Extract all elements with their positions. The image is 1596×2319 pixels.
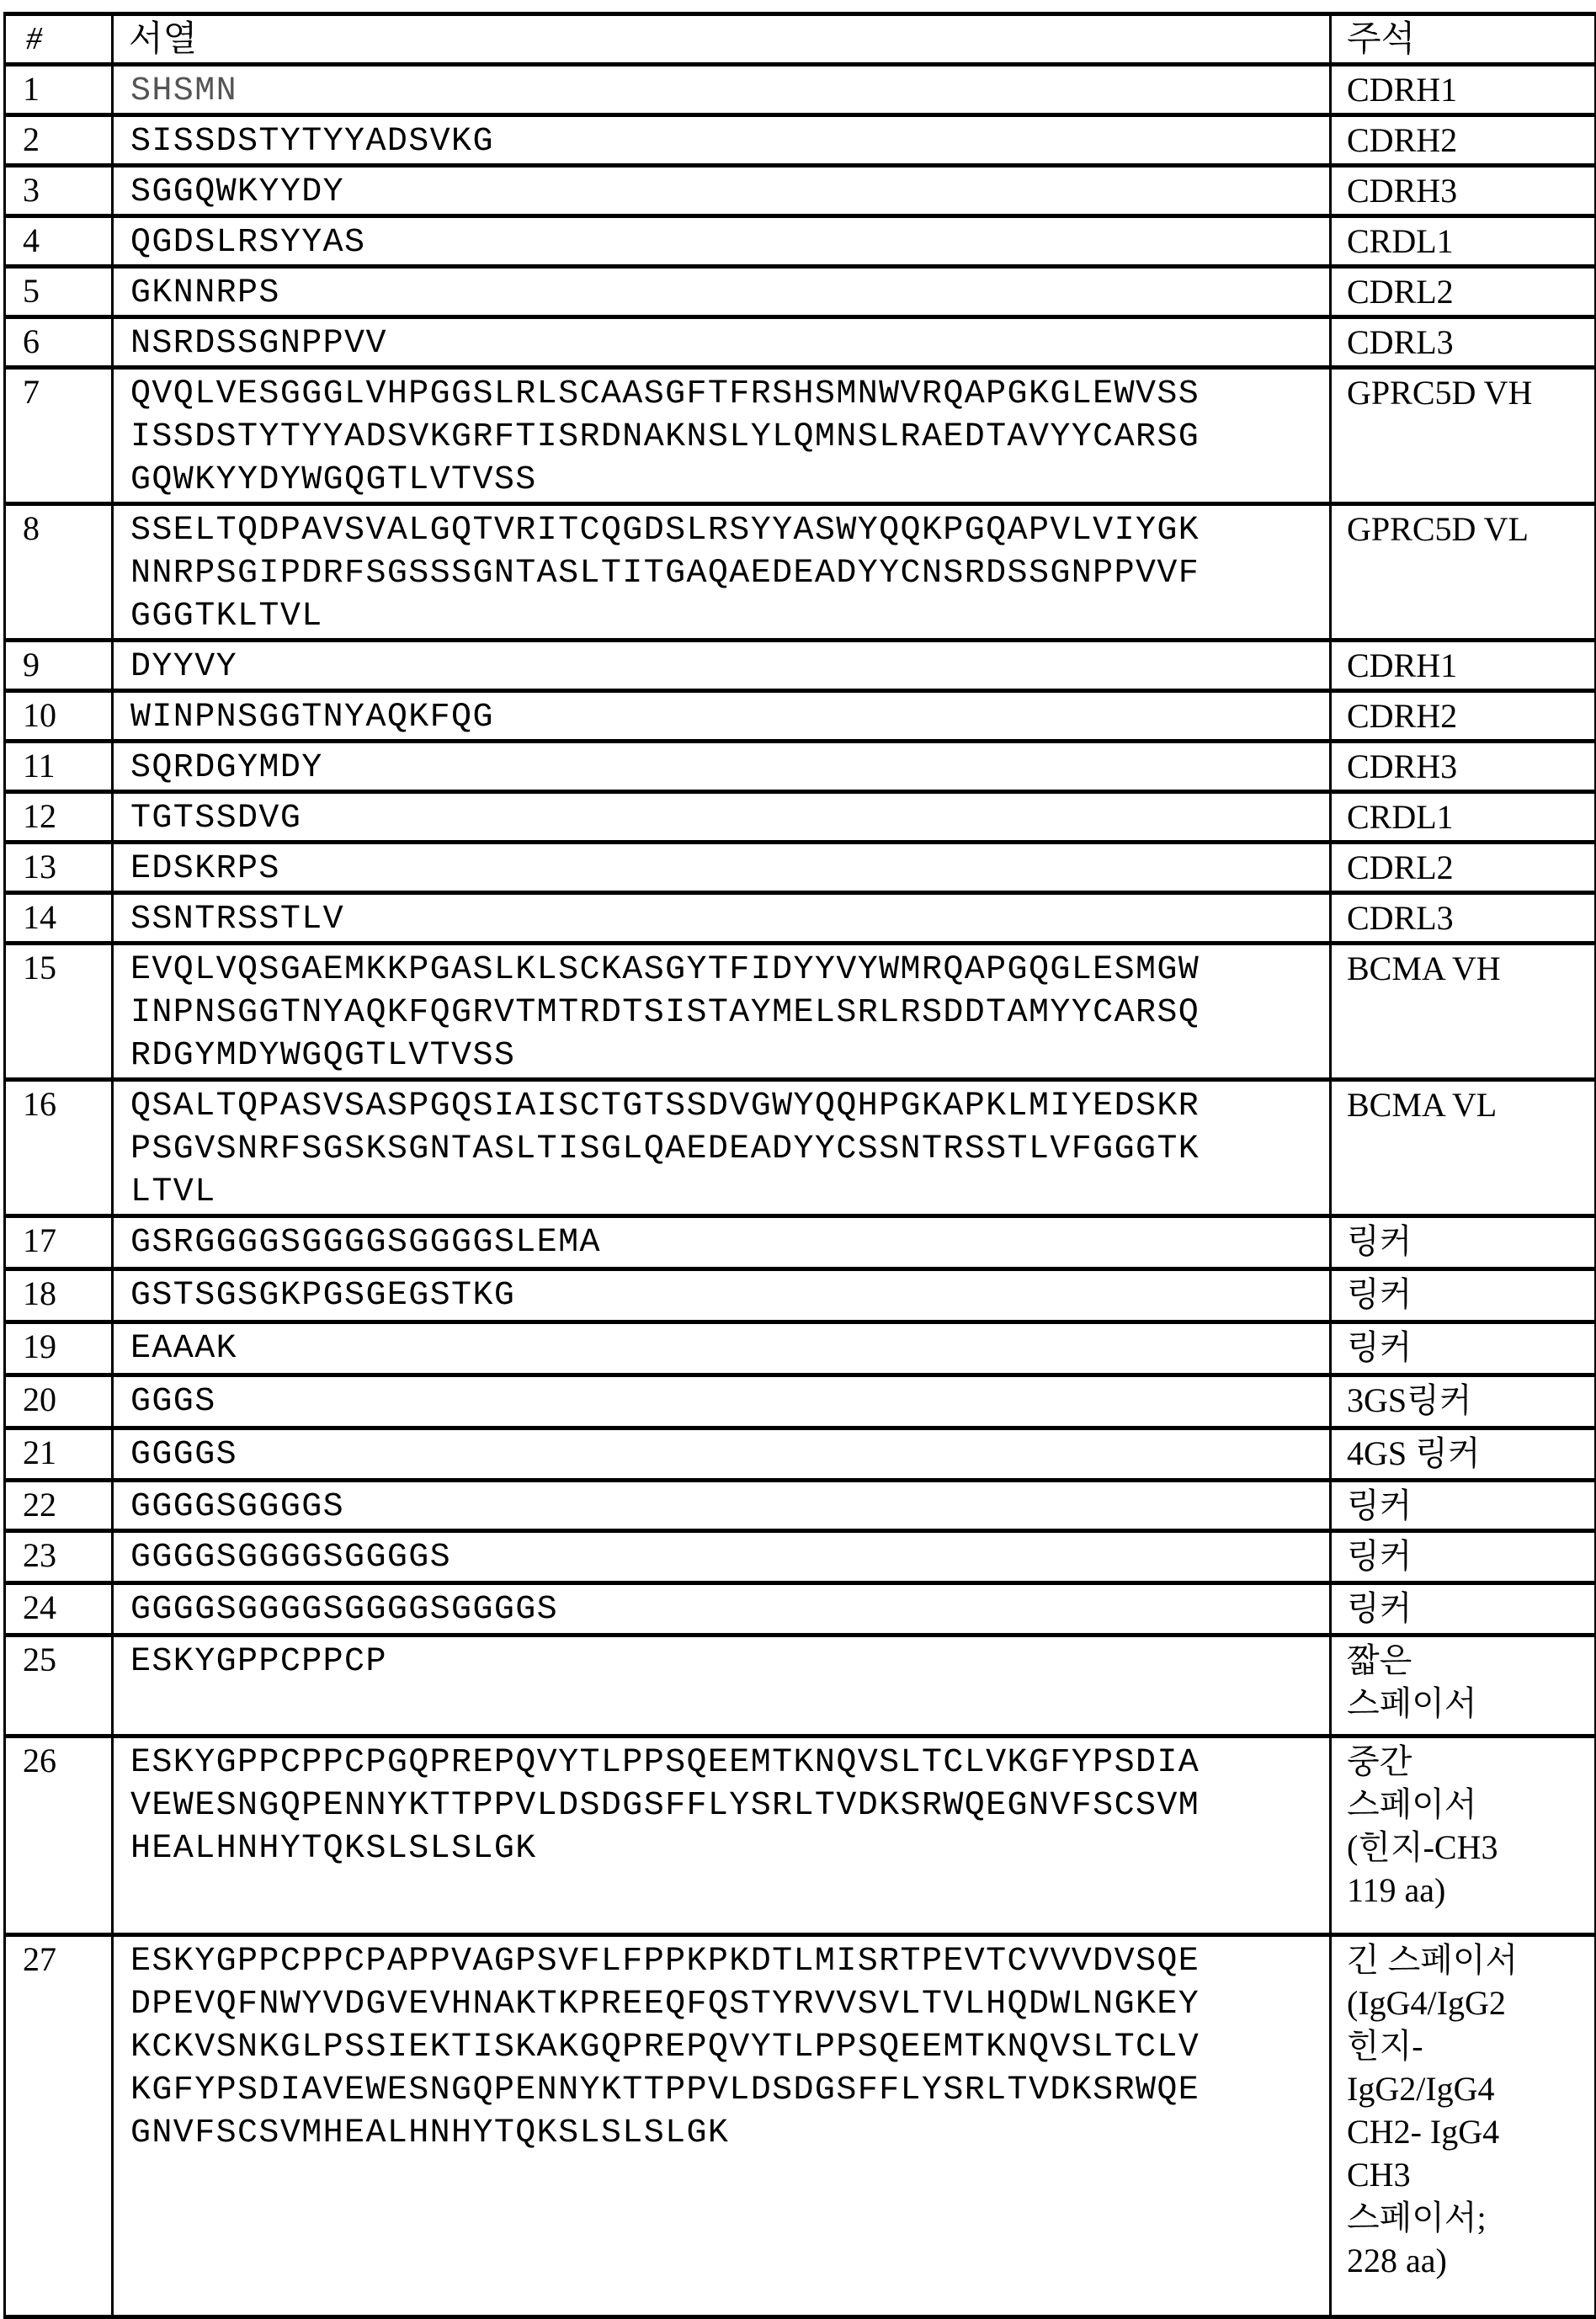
row-annotation: 3GS링커: [1347, 1381, 1472, 1419]
row-sequence-cell: [113, 216, 1331, 267]
row-annotation: 링커: [1347, 1275, 1412, 1313]
row-sequence-cell: [113, 166, 1331, 216]
row-sequence-cell: [113, 1583, 1331, 1636]
row-annotation-cell: [1331, 1428, 1596, 1481]
row-annotation: 짧은 스페이서: [1347, 1641, 1477, 1722]
row-number: 4: [23, 221, 40, 259]
row-annotation: CDRH3: [1347, 747, 1458, 785]
table-row: [5, 504, 1596, 641]
row-number-cell: [5, 368, 113, 504]
row-sequence: NSRDSSGNPPVV: [130, 325, 387, 363]
row-annotation-cell: [1331, 792, 1596, 843]
row-number-cell: [5, 166, 113, 216]
row-sequence: GGGGSGGGGS: [130, 1488, 345, 1526]
header-sequence-label: 서열: [129, 18, 198, 59]
row-annotation-cell: [1331, 216, 1596, 267]
header-number-label: #: [26, 21, 42, 56]
row-number: 9: [23, 646, 40, 683]
table-row: [5, 216, 1596, 267]
row-annotation: 4GS 링커: [1347, 1434, 1481, 1472]
row-sequence-cell: [113, 115, 1331, 166]
row-number: 1: [23, 70, 40, 108]
row-number: 13: [23, 848, 56, 886]
row-annotation: CDRL2: [1347, 273, 1454, 311]
row-number-cell: [5, 1269, 113, 1322]
row-sequence-cell: [113, 65, 1331, 115]
row-number: 7: [23, 373, 40, 411]
table-row: [5, 691, 1596, 742]
row-number: 25: [23, 1641, 56, 1678]
row-annotation-cell: [1331, 1583, 1596, 1636]
row-sequence-cell: [113, 1216, 1331, 1269]
row-sequence: GSRGGGGSGGGGSGGGGSLEMA: [130, 1224, 601, 1262]
row-sequence: SQRDGYMDY: [130, 749, 323, 787]
row-number-cell: [5, 792, 113, 843]
row-sequence: QVQLVESGGGLVHPGGSLRLSCAASGFTFRSHSMNWVRQAPGKGLEWVSS ISSDSTYTYYADSVKGRFTISRDNAKNSLYLQMNSLRAEDTAVYYCARSG GQWKYYDYWGQGTLVTVSS: [130, 375, 1200, 499]
row-sequence: EVQLVQSGAEMKKPGASLKLSCKASGYTFIDYYVYWMRQAPGQGLESMGW INPNSGGTNYAQKFQGRVTMTRDTSISTAYMELSRLRSDDTAMYYCARSQ RDGYMDYWGQGTLVTVSS: [130, 951, 1200, 1075]
row-annotation: CDRH3: [1347, 172, 1458, 210]
row-number: 14: [23, 898, 56, 936]
row-sequence-cell: [113, 944, 1331, 1080]
row-annotation: 중간 스페이서 (힌지-CH3 119 aa): [1347, 1742, 1498, 1909]
row-sequence-cell: [113, 1531, 1331, 1583]
row-number-cell: [5, 115, 113, 166]
table-row: [5, 1080, 1596, 1216]
row-annotation-cell: [1331, 742, 1596, 792]
row-sequence-cell: [113, 792, 1331, 843]
row-sequence: DYYVY: [130, 648, 238, 686]
row-number-cell: [5, 216, 113, 267]
row-sequence: SGGQWKYYDY: [130, 173, 345, 211]
row-number: 22: [23, 1486, 56, 1524]
row-sequence-cell: [113, 1481, 1331, 1531]
row-sequence-cell: [113, 843, 1331, 893]
row-sequence-cell: [113, 691, 1331, 742]
row-sequence-cell: [113, 1935, 1331, 2317]
row-sequence: SSELTQDPAVSVALGQTVRITCQGDSLRSYYASWYQQKPGQAPVLVIYGK NNRPSGIPDRFSGSSSGNTASLTITGAQAEDEADYYCNSRDSSGNPPVVF GGGTKLTVL: [130, 512, 1200, 636]
row-annotation-cell: [1331, 893, 1596, 944]
table-row: [5, 1481, 1596, 1531]
table-row: [5, 641, 1596, 691]
row-number-cell: [5, 641, 113, 691]
row-number-cell: [5, 1322, 113, 1375]
row-number: 24: [23, 1588, 56, 1626]
row-number: 20: [23, 1380, 56, 1418]
row-number: 3: [23, 171, 40, 209]
row-annotation: 링커: [1347, 1537, 1412, 1575]
row-sequence-cell: [113, 267, 1331, 317]
row-sequence: EDSKRPS: [130, 850, 280, 888]
row-annotation-cell: [1331, 1935, 1596, 2317]
row-sequence: GKNNRPS: [130, 274, 280, 312]
row-sequence: GGGGSGGGGSGGGGSGGGGS: [130, 1591, 559, 1629]
row-annotation: CDRL3: [1347, 899, 1454, 937]
row-number: 6: [23, 322, 40, 360]
row-sequence: QGDSLRSYYAS: [130, 224, 366, 262]
row-annotation-cell: [1331, 843, 1596, 893]
row-annotation-cell: [1331, 267, 1596, 317]
row-number-cell: [5, 1531, 113, 1583]
row-annotation: CDRH2: [1347, 121, 1458, 159]
table-row: [5, 1216, 1596, 1269]
table-row: [5, 1428, 1596, 1481]
row-number-cell: [5, 1737, 113, 1935]
row-sequence-cell: [113, 317, 1331, 368]
row-annotation-cell: [1331, 1636, 1596, 1737]
row-annotation: CDRH1: [1347, 71, 1458, 109]
row-number-cell: [5, 1481, 113, 1531]
row-number-cell: [5, 843, 113, 893]
table-row: [5, 1531, 1596, 1583]
row-sequence-cell: [113, 742, 1331, 792]
row-number-cell: [5, 504, 113, 641]
row-sequence: SSNTRSSTLV: [130, 901, 345, 939]
table-row: [5, 893, 1596, 944]
table-row: [5, 1636, 1596, 1737]
row-annotation: 긴 스페이서 (IgG4/IgG2 힌지- IgG2/IgG4 CH2- IgG4 CH3 스페이서; 228 aa): [1347, 1941, 1519, 2279]
row-annotation-cell: [1331, 944, 1596, 1080]
row-sequence: ESKYGPPCPPCPGQPREPQVYTLPPSQEEMTKNQVSLTCLVKGFYPSDIA VEWESNGQPENNYKTTPPVLDSDGSFFLYSRLTVDKSRWQEGNVFSCSVM HEALHNHYTQKSLSLSLGK: [130, 1744, 1200, 1868]
table-row: [5, 1935, 1596, 2317]
header-row: [5, 14, 1596, 65]
table-row: [5, 843, 1596, 893]
table-row: [5, 65, 1596, 115]
row-annotation-cell: [1331, 504, 1596, 641]
row-sequence: ESKYGPPCPPCP: [130, 1643, 387, 1681]
row-sequence: GGGGSGGGGSGGGGS: [130, 1539, 452, 1577]
row-number-cell: [5, 944, 113, 1080]
row-number: 16: [23, 1085, 56, 1123]
row-annotation-cell: [1331, 1375, 1596, 1428]
row-number: 27: [23, 1940, 56, 1978]
row-number: 17: [23, 1221, 56, 1259]
row-number: 18: [23, 1274, 56, 1312]
row-sequence: WINPNSGGTNYAQKFQG: [130, 699, 494, 737]
row-annotation-cell: [1331, 691, 1596, 742]
row-annotation: GPRC5D VL: [1347, 510, 1529, 548]
row-sequence-cell: [113, 504, 1331, 641]
row-annotation-cell: [1331, 1269, 1596, 1322]
row-number-cell: [5, 267, 113, 317]
row-number: 8: [23, 509, 40, 547]
header-number: [5, 14, 113, 65]
table-row: [5, 944, 1596, 1080]
row-sequence: EAAAK: [130, 1330, 238, 1368]
row-number: 21: [23, 1433, 56, 1471]
row-sequence: GSTSGSGKPGSGEGSTKG: [130, 1277, 516, 1315]
row-sequence: ESKYGPPCPPCPAPPVAGPSVFLFPPKPKDTLMISRTPEVTCVVVDVSQE DPEVQFNWYVDGVEVHNAKTKPREEQFQSTYRVVSVLTVLHQDWLNGKEY KCKVSNKGLPSSIEKTISKAKGQPREPQVYTLPPSQEEMTKNQVSLTCLV KGFYPSDIAVEWESNGQPENNYKTTPPVLDSDGSFFLYSRLTVDKSRWQE GNVFSCSVMHEALHNHYTQKSLSLSLGK: [130, 1943, 1200, 2152]
row-annotation-cell: [1331, 1216, 1596, 1269]
row-sequence: TGTSSDVG: [130, 800, 302, 838]
table-row: [5, 368, 1596, 504]
row-number-cell: [5, 691, 113, 742]
row-number: 5: [23, 272, 40, 310]
table-row: [5, 792, 1596, 843]
row-number: 19: [23, 1327, 56, 1365]
row-number-cell: [5, 893, 113, 944]
row-annotation: CRDL1: [1347, 222, 1454, 260]
row-number: 11: [23, 747, 56, 785]
row-sequence-cell: [113, 1428, 1331, 1481]
row-sequence-cell: [113, 1322, 1331, 1375]
row-annotation-cell: [1331, 1737, 1596, 1935]
row-annotation: CDRL3: [1347, 323, 1454, 361]
row-number-cell: [5, 65, 113, 115]
row-number-cell: [5, 1935, 113, 2317]
row-sequence: GGGGS: [130, 1436, 238, 1474]
row-number-cell: [5, 742, 113, 792]
table-row: [5, 1322, 1596, 1375]
row-annotation-cell: [1331, 1322, 1596, 1375]
row-number-cell: [5, 1216, 113, 1269]
row-sequence-cell: [113, 1737, 1331, 1935]
header-sequence: [113, 14, 1331, 65]
row-sequence-cell: [113, 893, 1331, 944]
table-row: [5, 267, 1596, 317]
row-sequence-cell: [113, 1080, 1331, 1216]
row-annotation: GPRC5D VH: [1347, 374, 1533, 412]
row-annotation: 링커: [1347, 1589, 1412, 1627]
row-number-cell: [5, 1428, 113, 1481]
table-row: [5, 1583, 1596, 1636]
row-annotation-cell: [1331, 115, 1596, 166]
row-number-cell: [5, 317, 113, 368]
table-row: [5, 1375, 1596, 1428]
row-annotation: 링커: [1347, 1487, 1412, 1524]
row-number: 15: [23, 949, 56, 987]
row-annotation-cell: [1331, 166, 1596, 216]
row-number: 23: [23, 1536, 56, 1574]
row-sequence: QSALTQPASVSASPGQSIAISCTGTSSDVGWYQQHPGKAPKLMIYEDSKR PSGVSNRFSGSKSGNTASLTISGLQAEDEADYYCSSNTRSSTLVFGGGTK LTVL: [130, 1088, 1200, 1211]
row-annotation: CDRH2: [1347, 697, 1458, 735]
row-number-cell: [5, 1636, 113, 1737]
header-annotation: [1331, 14, 1596, 65]
row-annotation-cell: [1331, 65, 1596, 115]
row-number: 10: [23, 696, 56, 734]
header-annotation-label: 주석: [1347, 18, 1416, 59]
row-sequence-cell: [113, 1269, 1331, 1322]
row-annotation-cell: [1331, 1481, 1596, 1531]
table-row: [5, 317, 1596, 368]
row-sequence-cell: [113, 368, 1331, 504]
row-number-cell: [5, 1375, 113, 1428]
row-annotation: CDRH1: [1347, 646, 1458, 684]
table-row: [5, 166, 1596, 216]
row-annotation-cell: [1331, 641, 1596, 691]
row-annotation: BCMA VH: [1347, 949, 1501, 987]
row-sequence-cell: [113, 641, 1331, 691]
row-sequence-cell: [113, 1636, 1331, 1737]
row-number: 26: [23, 1742, 56, 1779]
row-number: 12: [23, 797, 56, 835]
table-body: [5, 65, 1596, 2317]
row-number: 2: [23, 120, 40, 158]
row-sequence-cell: [113, 1375, 1331, 1428]
row-sequence: GGGS: [130, 1383, 216, 1421]
table-row: [5, 1269, 1596, 1322]
row-number-cell: [5, 1583, 113, 1636]
row-annotation: BCMA VL: [1347, 1086, 1498, 1124]
row-annotation-cell: [1331, 1531, 1596, 1583]
row-annotation: CRDL1: [1347, 798, 1454, 836]
row-sequence: SISSDSTYTYYADSVKG: [130, 123, 494, 161]
table-row: [5, 115, 1596, 166]
row-annotation: CDRL2: [1347, 848, 1454, 886]
row-annotation-cell: [1331, 368, 1596, 504]
row-sequence: SHSMN: [130, 72, 238, 110]
row-annotation: 링커: [1347, 1328, 1412, 1366]
row-number-cell: [5, 1080, 113, 1216]
row-annotation: 링커: [1347, 1222, 1412, 1260]
table-row: [5, 1737, 1596, 1935]
row-annotation-cell: [1331, 1080, 1596, 1216]
sequence-table: [3, 12, 1596, 2319]
table-row: [5, 742, 1596, 792]
row-annotation-cell: [1331, 317, 1596, 368]
